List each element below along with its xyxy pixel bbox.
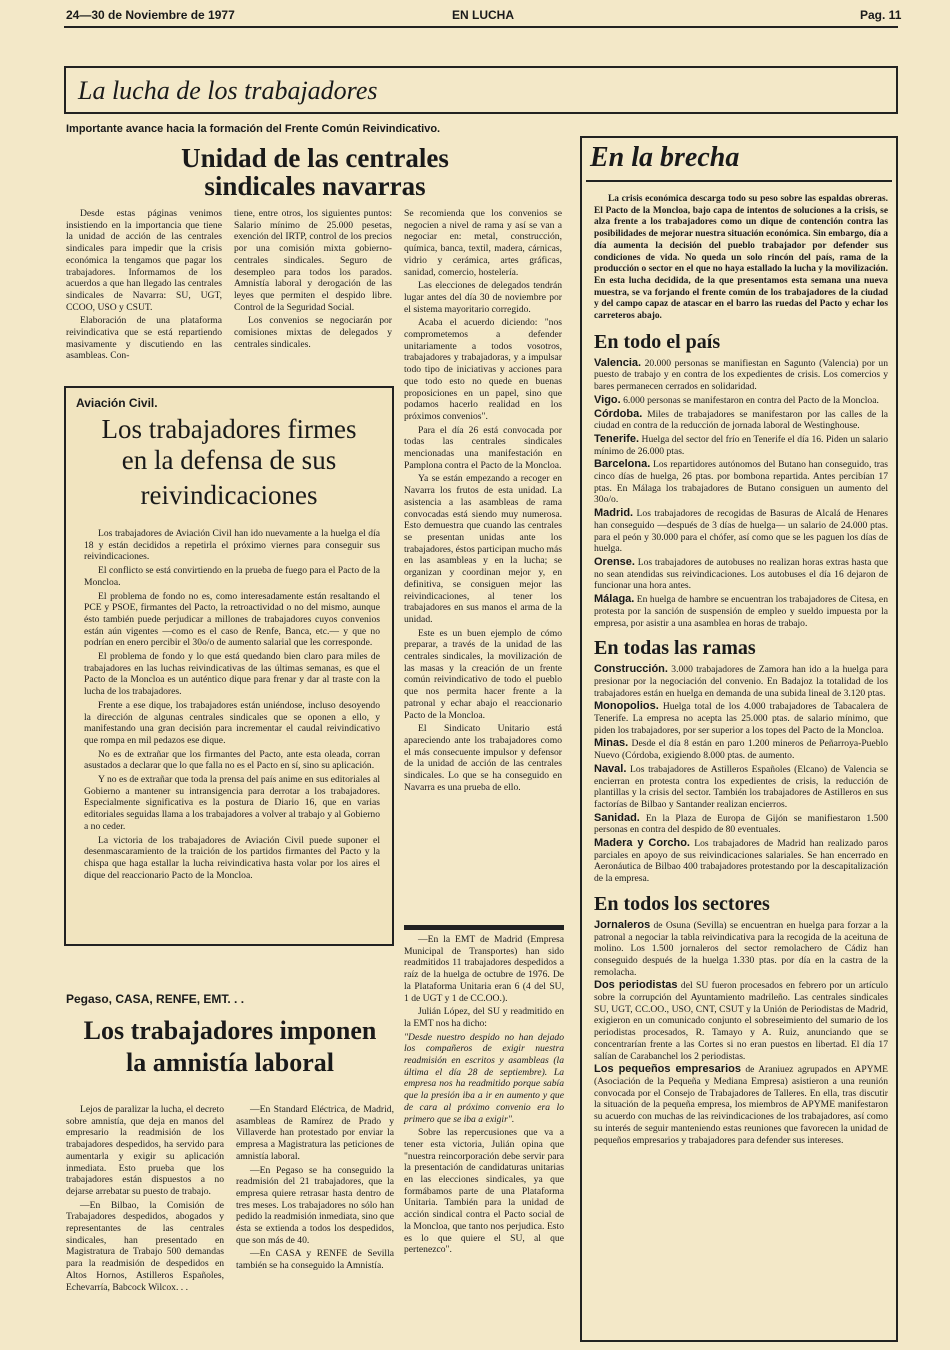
aviacion-box <box>64 386 394 946</box>
paragraph: Los convenios se negociarán por comisiones mixtas de delegados y centrales sindicales. <box>234 315 392 350</box>
paragraph: Sobre las repercusiones que va a tener esta victoria, Julián opina que "nuestra reincorporación debe servir para la presentación de candidaturas unitarias en las elecciones sindicales, ya que formábamos parte de una Plataforma Unitaria. También para la unidad de acción sindical contra el Pacto social de la Moncloa, que tanto nos perjudica. Esto es lo que quiere el SU, al que pertenezco". <box>404 1127 564 1256</box>
paragraph: —En la EMT de Madrid (Empresa Municipal de Transportes) han sido readmitidos 11 trabajadores despedidos a raíz de la huelga de octubre de 1976. De la Plataforma Unitaria eran 6 (4 del SU, 1 de UGT y 1 de CC.OO.). <box>404 934 564 1004</box>
news-item: Jornaleros de Osuna (Sevilla) se encuentran en huelga para forzar a la patronal a negociar la tabla reivindicativa para la recogida de la aceituna de molino. Los 1.500 jornaleros del sector remolachero de Cádiz han conseguido después de la huelga 1.330 ptas. por día en la castra de la remolacha. <box>594 918 888 978</box>
news-item: Vigo. 6.000 personas se manifestaron en contra del Pacto de la Moncloa. <box>594 393 879 406</box>
news-item: Madrid. Los trabajadores de recogidas de Basuras de Alcalá de Henares han conseguido —después de 3 días de huelga— un salario de 24.000 ptas. para el peón y 30.000 para el chófer, así como que se les paguen los días de huelga. <box>594 507 888 555</box>
paragraph: —En CASA y RENFE de Sevilla también se ha conseguido la Amnistía. <box>236 1248 394 1272</box>
brecha-body <box>594 194 888 1148</box>
news-item: Dos periodistas del SU fueron procesados en febrero por un artículo sobre la corrupción del Ayuntamiento madrileño. Las centrales sindicales SU, UGT, CC.OO., USO, CNT, CSUT y la Unión de Periodistas de Madrid, exigieron en un comunicado conjunto el sobreseimiento del sumario de los periodistas procesados, R. Tamayo y A. Ruiz, anunciando que se concentrarían frente a las Cortes si no eran puestos en libertad. El día 17 salían de Carabanchel los 2 periodistas. <box>594 979 888 1062</box>
issue-date: 24—30 de Noviembre de 1977 <box>66 8 235 22</box>
paragraph: Para el día 26 está convocada por todas las centrales sindicales mencionadas una manifestación en Pamplona contra el Pacto de la Moncloa. <box>404 424 562 471</box>
news-item: Valencia. 20.000 personas se manifiestan en Sagunto (Valencia) por un puesto de trabajo y en contra de los expedientes de crisis. Los comercios y bares permanecen cerrados en solidaridad. <box>594 356 888 393</box>
main-col2 <box>234 208 392 352</box>
newspaper-name: EN LUCHA <box>452 8 514 22</box>
news-item: Barcelona. Los repartidores autónomos del Butano han conseguido, tras cinco días de huelga, 26 ptas. por bombona repartida. Antes percibían 17 ptas. En Málaga los trabajadores de Butano consiguen un aumento del 30o/o. <box>594 458 888 506</box>
section-banner-title: La lucha de los trabajadores <box>78 76 378 105</box>
paragraph: Lejos de paralizar la lucha, el decreto sobre amnistía, que deja en manos del empresario la readmisión de los trabajadores despedidos, ha servido para aumentarla y exigir su aplicación inmediata. Esto prueba que los trabajadores están dispuestos a no dejarse arrebatar su puesto de trabajo. <box>66 1104 224 1197</box>
pegaso-col1 <box>66 1104 224 1295</box>
brecha-title-rule <box>586 180 892 182</box>
paragraph: El problema de fondo no es, como interesadamente están resaltando el PCE y PSOE, firmantes del Pacto, la retroactividad o no del mismo, aunque ésto también puede perjudicar a millones de trabajadores cuyos convenios están aún vigentes —como es el caso de Renfe, Banca, etc.— y que no podrían en enero percibir el 30o/o de aumento salarial que les corresponde. <box>84 590 380 649</box>
emt-rule <box>404 925 564 930</box>
news-item: Córdoba. Miles de trabajadores se manifestaron por las calles de la ciudad en contra de la reducción de jornada laboral de Westinghouse. <box>594 407 888 432</box>
paragraph: El conflicto se está convirtiendo en la prueba de fuego para el Pacto de la Moncloa. <box>84 565 380 588</box>
news-item: Naval. Los trabajadores de Astilleros Españoles (Elcano) de Valencia se encierran en protesta contra los expedientes de crisis, la reducción de plantillas y la crisis del sector. También los trabajadores de Astilleros en sus factorías de Bilbao y Santander realizan encierros. <box>594 762 888 810</box>
brecha-box <box>580 136 898 1342</box>
paragraph: —En Standard Eléctrica, de Madrid, asambleas de Ramírez de Prado y Villaverde han protestado por enviar la empresa a Magistratura las peticiones de amnistía laboral. <box>236 1104 394 1162</box>
paragraph: —En Pegaso se ha conseguido la readmisión del 21 trabajadores, que la empresa quiere retrasar hasta dentro de tres meses. Los trabajadores no sólo han pedido la readmisión inmediata, sino que ésta se extienda a todos los despedidos, que son más de 40. <box>236 1164 394 1246</box>
paragraph: Las elecciones de delegados tendrán lugar antes del día 30 de noviembre por el sistema mayoritario corregido. <box>404 280 562 315</box>
main-headline-line1: Unidad de las centrales <box>181 143 449 173</box>
aviacion-headline-line1: Los trabajadores firmes <box>101 414 357 444</box>
paragraph: Este es un buen ejemplo de cómo preparar, a través de la unidad de las centrales sindicales, la movilización de las masas y la creación de un frente común reivindicativo de todo el pueblo que nos permita hacer frente a la patronal y echar abajo el reaccionario Pacto de la Moncloa. <box>404 627 562 721</box>
paragraph: Desde estas páginas venimos insistiendo en la importancia que tiene la unidad de acción de las centrales sindicales para impedir que la crisis económica la tengamos que pagar los trabajadores. Informamos de los acuerdos a que han llegado las centrales sindicales de Navarra: SU, UGT, CCOO, USO y CSUT. <box>66 208 222 313</box>
news-item: Minas. Desde el día 8 están en paro 1.200 mineros de Peñarroya-Pueblo Nuevo (Córdoba, exigiendo 8.000 ptas. de aumento. <box>594 737 888 762</box>
aviacion-body <box>84 528 380 883</box>
pegaso-headline-line2: la amnistía laboral <box>125 1048 334 1077</box>
aviacion-headline-line2: en la defensa de sus <box>121 445 337 475</box>
pegaso-col2 <box>236 1104 394 1274</box>
main-kicker: Importante avance hacia la formación del Frente Común Reivindicativo. <box>66 123 441 135</box>
paragraph: Se recomienda que los convenios se negocien a nivel de rama y así se van a negociar en: metal, construcción, química, banca, textil, madera, cárnicas, vidrio y cerámica, artes gráficas, sanidad, comercio, hostelería. <box>404 208 562 278</box>
section-title-sectores: En todos los sectores <box>594 892 770 915</box>
paragraph: Los trabajadores de Aviación Civil han ido nuevamente a la huelga el día 18 y están decididos a repetirla el próximo viernes para conseguir sus reivindicaciones. <box>84 528 380 563</box>
paragraph: Ya se están empezando a recoger en Navarra los frutos de esta unidad. La asistencia a las asambleas de rama convocadas está siendo muy numerosa. Esto demuestra que cuando las centrales se presentan unidas ante los trabajadores, éstos participan mucho más en las asambleas y en la lucha; se organizan y coordinan mejor y, en definitiva, se consiguen mejor las reivindicaciones, al tener los trabajadores en sus manos el arma de la unidad. <box>404 473 562 625</box>
paragraph: Acaba el acuerdo diciendo: "nos comprometemos a defender unitariamente a todos vosotros, trabajadores y trabajadoras, y a impulsar todo tipo de iniciativas y acciones para que todo esto no quede en buenas proposiciones en un papel, sino que podamos hacerlo realidad en los próximos convenios". <box>404 317 562 422</box>
paragraph: No es de extrañar que los firmantes del Pacto, ante esta oleada, corran asustados a declarar que lo que falla no es el Pacto en sí, sino su aplicación. <box>84 748 380 772</box>
paragraph: tiene, entre otros, los siguientes puntos: Salario mínimo de 25.000 pesetas, exención del IRTP, control de los precios por una comisión mixta gobierno-centrales sindicales. Seguro de desempleo para todos los parados. Amnistía laboral y derogación de las leyes que permiten el despido libre. Control de la Seguridad Social. <box>234 208 392 313</box>
paragraph: Frente a ese dique, los trabajadores están uniéndose, incluso desoyendo la dirección de algunas centrales sindicales que se oponen a ello, y manifestando una gran decisión para incrementar el caudal reivindicativo que rompa en mil pedazos ese dique. <box>84 699 380 746</box>
news-item: Los pequeños empresarios de Araniuez agrupados en APYME (Asociación de la Pequeña y Mediana Empresa) asistieron a una reunión convocada por el Consejo de Trabajadores de Talleres. En ella, tras discutir la situación de la pequeña empresa, los miembros de APYME manifestaron su acuerdo con muchas de las reivindicaciones de los trabajadores, así como su interés de seguir manteniendo estas reuniones que favorecen la unidad de pequeños empresarios y trabajadores para defender sus intereses. <box>594 1063 888 1146</box>
emt-article <box>404 934 564 1258</box>
news-item: Sanidad. En la Plaza de Europa de Gijón se manifiestaron 1.500 personas en contra del despido de 80 eventuales. <box>594 811 888 836</box>
aviacion-headline-line3: reivindicaciones <box>140 480 318 510</box>
paragraph: Elaboración de una plataforma reivindicativa que se está repartiendo masivamente y discutiendo en las asambleas. Con- <box>66 315 222 362</box>
news-item: Tenerife. Huelga del sector del frío en Tenerife el día 16. Piden un salario mínimo de 26.000 ptas. <box>594 432 888 457</box>
paragraph: La victoria de los trabajadores de Aviación Civil puede suponer el desenmascaramiento de la traición de los partidos firmantes del Pacto y la chispa que haga estallar la lucha reivindicativa hasta volar por los aires el dique del reaccionario Pacto de la Moncloa. <box>84 834 380 881</box>
news-item: Málaga. En huelga de hambre se encuentran los trabajadores de Citesa, en protesta por la sanción de suspensión de empleo y sueldo impuesta por la empresa, por asistir a una asamblea en horas de trabajo. <box>594 593 888 629</box>
header-rule <box>64 26 898 28</box>
main-col3 <box>404 208 562 795</box>
paragraph: Julián López, del SU y readmitido en la EMT nos ha dicho: <box>404 1006 564 1029</box>
paragraph: Y no es de extrañar que toda la prensa del país anime en sus editoriales al Gobierno a mantener su intransigencia para derrotar a los trabajadores. Especialmente significativa es la postura de Diario 16, que en varias editoriales seguidas llama a los trabajadores a volver al trabajo y al Gobierno a no ceder. <box>84 774 380 832</box>
news-item: Monopolios. Huelga total de los 4.000 trabajadores de Tabacalera de Tenerife. La empresa no acepta las 25.000 ptas. de salario mínimo, que piden los trabajadores, por ser superior a los topes del Pacto de la Moncloa. <box>594 700 888 736</box>
brecha-intro: La crisis económica descarga todo su peso sobre las espaldas obreras. El Pacto de la Moncloa, bajo capa de intentos de soluciones a la crisis, se alza frente a los trabajadores como un dique de contención contra las posibilidades de mejorar nuestra situación económica. Sin embargo, día a día aumenta la decisión del pueblo trabajador por defender sus condiciones de vida. No queda un solo rincón del país, rama de la producción o sector en el que no haya estallado la lucha y la movilización. En esta lucha decidida, de la que presentamos esta semana una nueva muestra, se va forjando el frente común de los trabajadores de la ciudad y del campo capaz de atascar en el barro las ruedas del Pacto y echar los carreteros abajo. <box>594 194 888 322</box>
news-item: Construcción. 3.000 trabajadores de Zamora han ido a la huelga para presionar por la negociación del convenio. En Badajoz la totalidad de los trabajadores están en huelga en demanda de una subida lineal de 3.120 ptas. <box>594 663 888 699</box>
section-title-ramas: En todas las ramas <box>594 637 756 660</box>
pegaso-kicker: Pegaso, CASA, RENFE, EMT. . . <box>66 992 245 1006</box>
brecha-title: En la brecha <box>590 142 740 173</box>
paragraph: —En Bilbao, la Comisión de Trabajadores despedidos, abogados y representantes de las centrales sindicales, han presentado en Magistratura de Trabajo 500 demandas para la readmisión de despedidos en Altos Hornos, Astilleros Españoles, Echevarría, Babcock Wilcox. . . <box>66 1199 224 1293</box>
section-title-pais: En todo el país <box>594 330 721 353</box>
main-headline-line2: sindicales navarras <box>204 171 426 201</box>
pegaso-headline-line1: Los trabajadores imponen <box>83 1016 377 1045</box>
aviacion-kicker: Aviación Civil. <box>76 396 158 410</box>
section-banner-box <box>64 66 898 114</box>
news-item: Orense. Los trabajadores de autobuses no realizan horas extras hasta que no sean atendidas sus reivindicaciones. Los autobuses el día 16 dejaron de funcionar una hora antes. <box>594 555 888 592</box>
quote: "Desde nuestro despido no han dejado los compañeros de exigir nuestra readmisión en escritos y asambleas (la última el día 28 de septiembre). La empresa nos ha readmitido porque sabía que la presión iba a ir en aumento y que de cara al próximo convenio era lo primero que se iba a exigir". <box>404 1031 564 1125</box>
paragraph: El Sindicato Unitario está apareciendo ante los trabajadores como el más consecuente impulsor y defensor de la unidad de acción de las centrales sindicales. Lo que se ha conseguido en Navarra es una prueba de ello. <box>404 723 562 793</box>
main-col1 <box>66 208 222 364</box>
news-item: Madera y Corcho. Los trabajadores de Madrid han realizado paros parciales en apoyo de sus reivindicaciones salariales. Se han encerrado en Aeronáutica de Bilbao 400 trabajadores protestando por la descapitalización de la empresa. <box>594 837 888 885</box>
page-number: Pag. 11 <box>860 8 902 22</box>
paragraph: El problema de fondo y lo que está quedando bien claro para miles de trabajadores en las luchas reivindicativas de las últimas semanas, es que el Pacto de la Moncloa es un auténtico dique para frenar y dar al traste con la lucha de los trabajadores. <box>84 651 380 698</box>
